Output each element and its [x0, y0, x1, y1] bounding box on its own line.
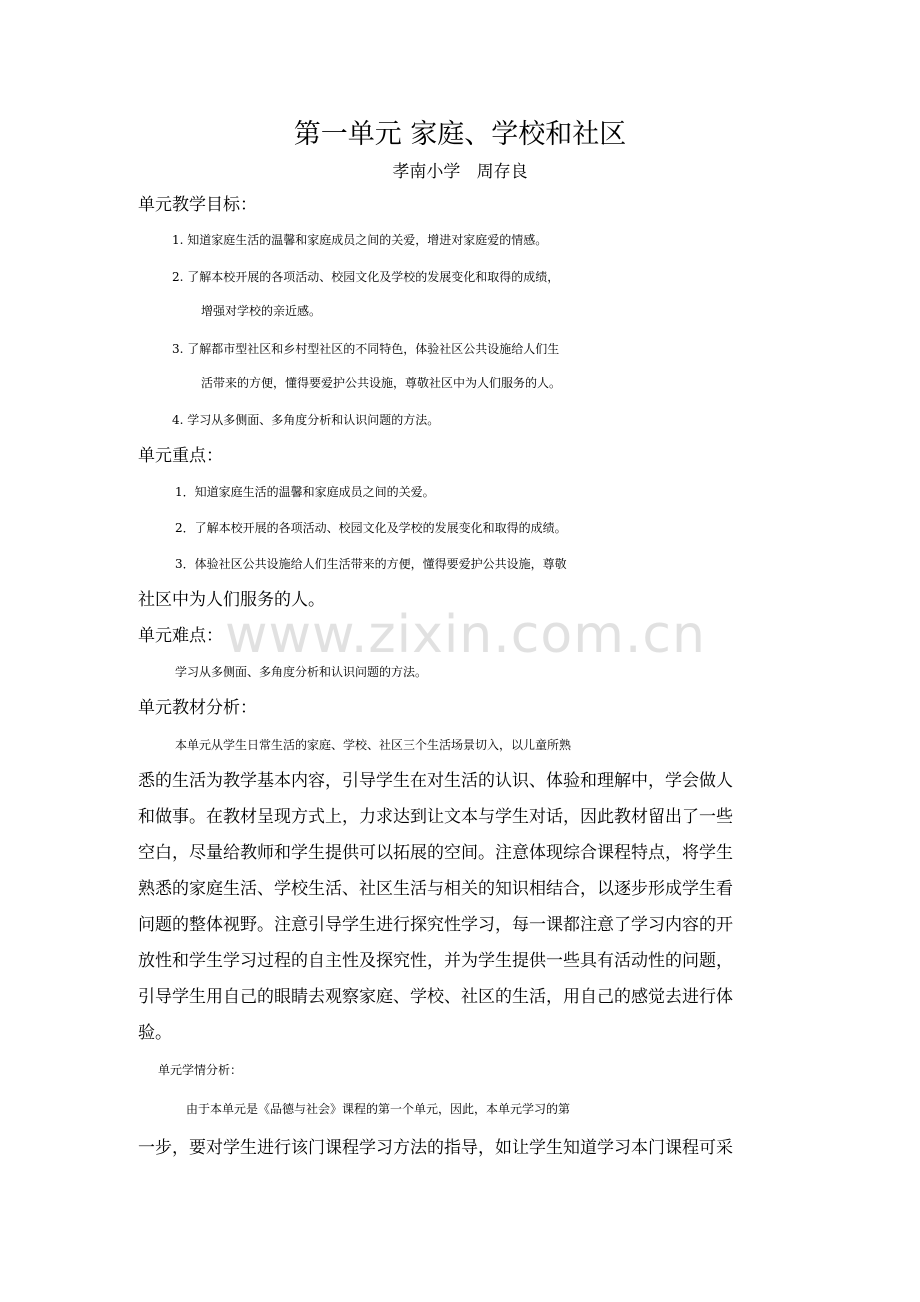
heading-difficulties: 单元难点： [138, 626, 223, 646]
key-point-item: 3．体验社区公共设施给人们生活带来的方便，懂得要爱护公共设施，尊敬 [175, 557, 567, 571]
key-point-item: 2．了解本校开展的各项活动、校园文化及学校的发展变化和取得的成绩。 [175, 521, 567, 535]
analysis-paragraph-line: 验。 [138, 1023, 172, 1043]
document-author: 孝南小学 周存良 [392, 162, 528, 182]
objective-item: 3. 了解都市型社区和乡村型社区的不同特色，体验社区公共设施给人们生 [172, 342, 560, 356]
heading-material-analysis: 单元教材分析： [138, 698, 257, 718]
student-analysis-line: 由于本单元是《品德与社会》课程的第一个单元，因此，本单元学习的第 [186, 1102, 571, 1116]
objective-item: 2. 了解本校开展的各项活动、校园文化及学校的发展变化和取得的成绩， [172, 270, 560, 284]
heading-student-analysis: 单元学情分析： [158, 1063, 243, 1077]
analysis-paragraph-line: 空白，尽量给教师和学生提供可以拓展的空间。注意体现综合课程特点，将学生 [138, 843, 733, 863]
key-point-item: 1．知道家庭生活的温馨和家庭成员之间的关爱。 [175, 485, 435, 499]
analysis-paragraph-line: 放性和学生学习过程的自主性及探究性，并为学生提供一些具有活动性的问题， [138, 951, 733, 971]
analysis-paragraph-line: 问题的整体视野。注意引导学生进行探究性学习，每一课都注意了学习内容的开 [138, 915, 733, 935]
analysis-paragraph-line: 引导学生用自己的眼睛去观察家庭、学校、社区的生活，用自己的感觉去进行体 [138, 987, 733, 1007]
key-point-item-continued: 社区中为人们服务的人。 [138, 590, 325, 610]
analysis-paragraph-line: 和做事。在教材呈现方式上，力求达到让文本与学生对话，因此教材留出了一些 [138, 807, 733, 827]
watermark: www.zixin.com.cn [225, 605, 706, 665]
difficulty-text: 学习从多侧面、多角度分析和认识问题的方法。 [175, 665, 428, 679]
heading-objectives: 单元教学目标： [138, 195, 257, 215]
objective-item-continued: 增强对学校的亲近感。 [201, 304, 322, 318]
heading-key-points: 单元重点： [138, 446, 223, 466]
document-title: 第一单元 家庭、学校和社区 [293, 119, 627, 150]
analysis-paragraph-line: 熟悉的家庭生活、学校生活、社区生活与相关的知识相结合，以逐步形成学生看 [138, 879, 733, 899]
objective-item-continued: 活带来的方便，懂得要爱护公共设施，尊敬社区中为人们服务的人。 [201, 376, 562, 390]
objective-item: 1. 知道家庭生活的温馨和家庭成员之间的关爱，增进对家庭爱的情感。 [172, 233, 548, 247]
objective-item: 4. 学习从多侧面、多角度分析和认识问题的方法。 [172, 413, 440, 427]
analysis-paragraph-line: 悉的生活为教学基本内容，引导学生在对生活的认识、体验和理解中，学会做人 [138, 771, 733, 791]
analysis-paragraph-line: 本单元从学生日常生活的家庭、学校、社区三个生活场景切入，以儿童所熟 [175, 738, 572, 752]
student-analysis-line: 一步，要对学生进行该门课程学习方法的指导，如让学生知道学习本门课程可采 [138, 1138, 733, 1158]
